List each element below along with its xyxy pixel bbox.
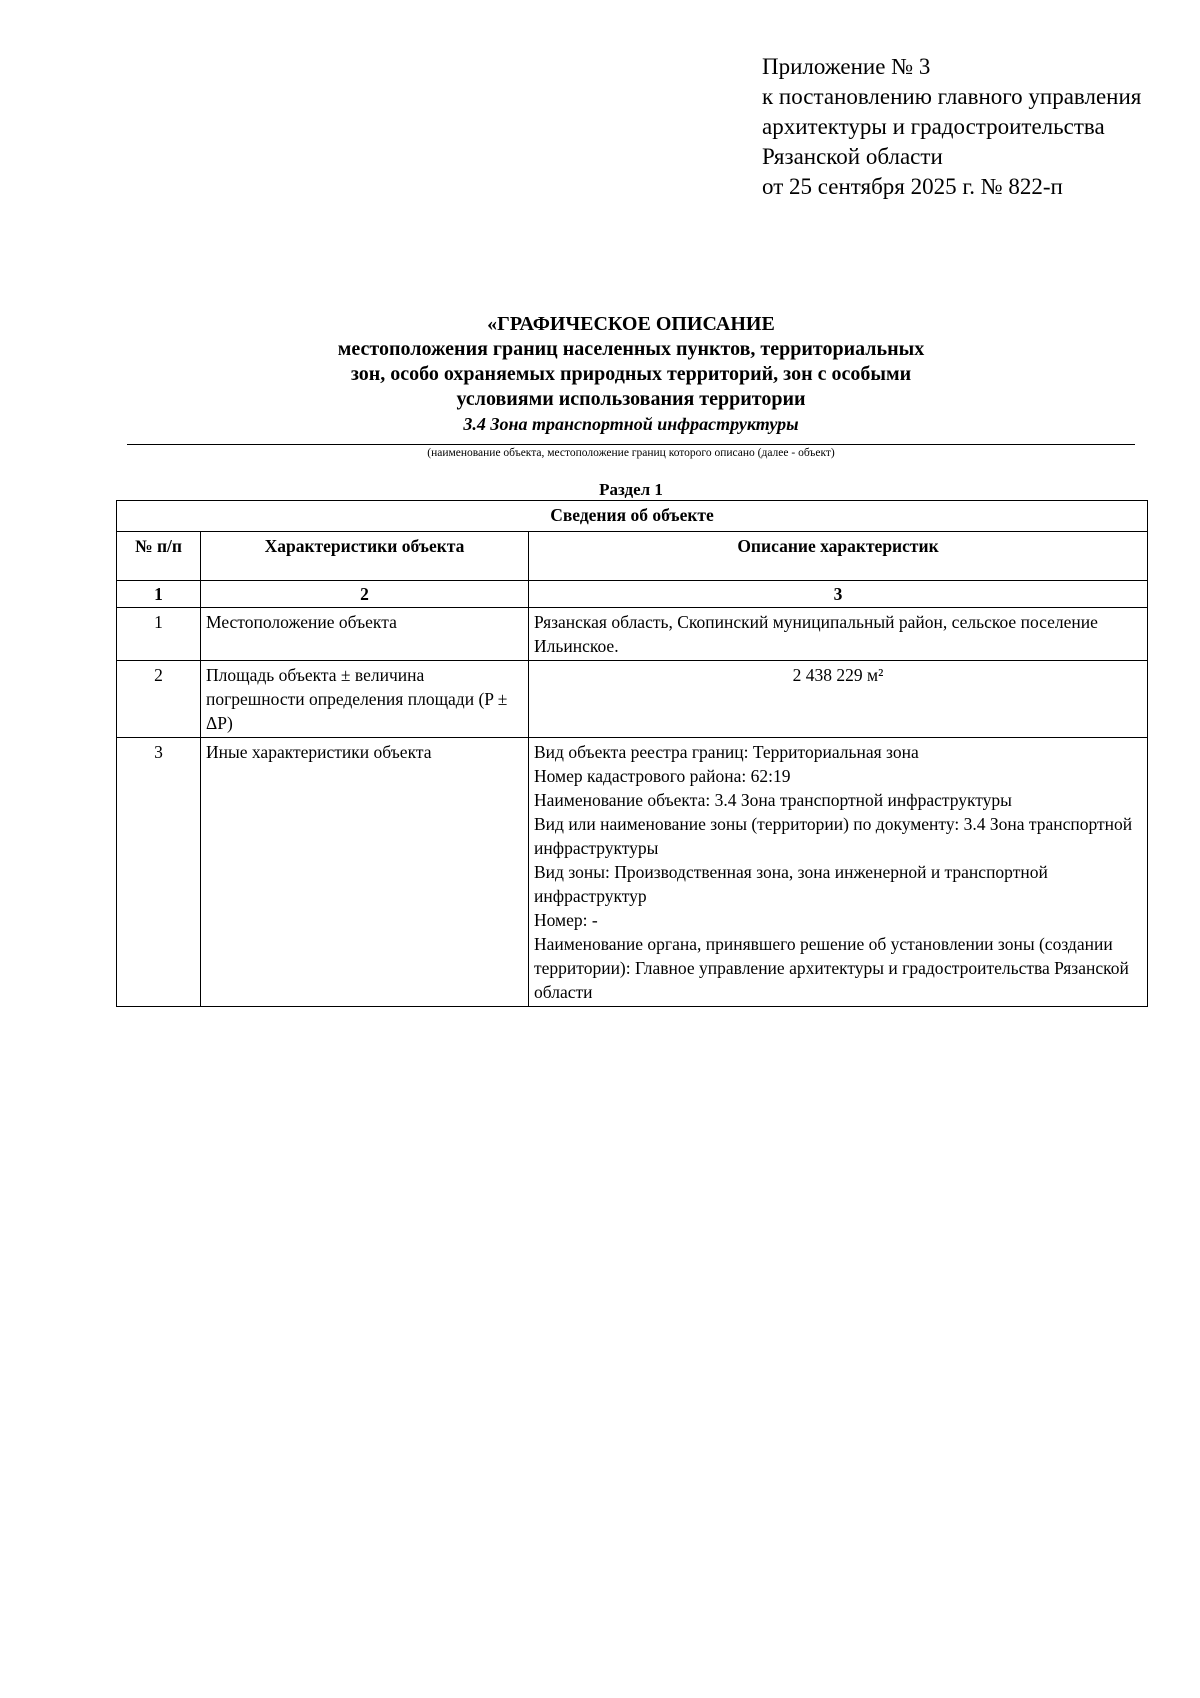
document-title-block (127, 312, 1135, 436)
row-characteristic: Иные характеристики объекта (201, 738, 529, 1007)
header-characteristics: Характеристики объекта (201, 532, 529, 581)
column-number-1: 1 (117, 581, 201, 608)
description-line: Номер кадастрового района: 62:19 (534, 766, 791, 786)
row-characteristic: Площадь объекта ± величина погрешности определения площади (P ± ΔP) (201, 661, 529, 738)
appendix-region: Рязанской области (762, 144, 943, 169)
table-row (117, 608, 1148, 661)
document-title: «ГРАФИЧЕСКОЕ ОПИСАНИЕ (487, 313, 775, 335)
table-row (117, 661, 1148, 738)
row-number: 2 (117, 661, 201, 738)
table-caption-row (117, 501, 1148, 532)
table-header-row (117, 532, 1148, 581)
appendix-resolution: к постановлению главного управления (762, 84, 1142, 109)
table-caption: Сведения об объекте (117, 501, 1148, 532)
object-name-caption: (наименование объекта, местоположение границ которого описано (далее - объект) (427, 447, 835, 459)
description-line: Номер: - (534, 910, 598, 930)
column-number-2: 2 (201, 581, 529, 608)
appendix-authority: архитектуры и градостроительства (762, 114, 1105, 139)
row-description: Рязанская область, Скопинский муниципальный район, сельское поселение Ильинское. (529, 608, 1148, 661)
row-description: 2 438 229 м² (529, 661, 1148, 738)
document-subtitle-line-3: условиями использования территории (456, 388, 806, 410)
description-line: Вид или наименование зоны (территории) по документу: 3.4 Зона транспортной инфраструктуры (534, 814, 1133, 858)
header-num: № п/п (117, 532, 201, 581)
document-subtitle-line-1: местоположения границ населенных пунктов, территориальных (337, 338, 925, 360)
object-name-underline (127, 444, 1135, 445)
row-number: 1 (117, 608, 201, 661)
column-number-row (117, 581, 1148, 608)
row-characteristic: Местоположение объекта (201, 608, 529, 661)
object-name: 3.4 Зона транспортной инфраструктуры (463, 414, 799, 434)
column-number-3: 3 (529, 581, 1148, 608)
row-number: 3 (117, 738, 201, 1007)
description-line: Наименование органа, принявшего решение об установлении зоны (создании территории): Главное управление архитектуры и градостроительства Рязанской области (534, 934, 1129, 1002)
appendix-date-number: от 25 сентября 2025 г. № 822-п (762, 174, 1063, 199)
header-description: Описание характеристик (529, 532, 1148, 581)
appendix-block (762, 52, 1141, 202)
section-title: Раздел 1 (599, 480, 663, 499)
description-line: Наименование объекта: 3.4 Зона транспортной инфраструктуры (534, 790, 1012, 810)
description-line: Вид объекта реестра границ: Территориальная зона (534, 742, 919, 762)
row-description (529, 738, 1148, 1007)
appendix-title: Приложение № 3 (762, 54, 931, 79)
object-info-table (116, 500, 1148, 1007)
description-line: Вид зоны: Производственная зона, зона инженерной и транспортной инфраструктур (534, 862, 1048, 906)
document-subtitle-line-2: зон, особо охраняемых природных территорий, зон с особыми (350, 363, 912, 385)
table-row (117, 738, 1148, 1007)
